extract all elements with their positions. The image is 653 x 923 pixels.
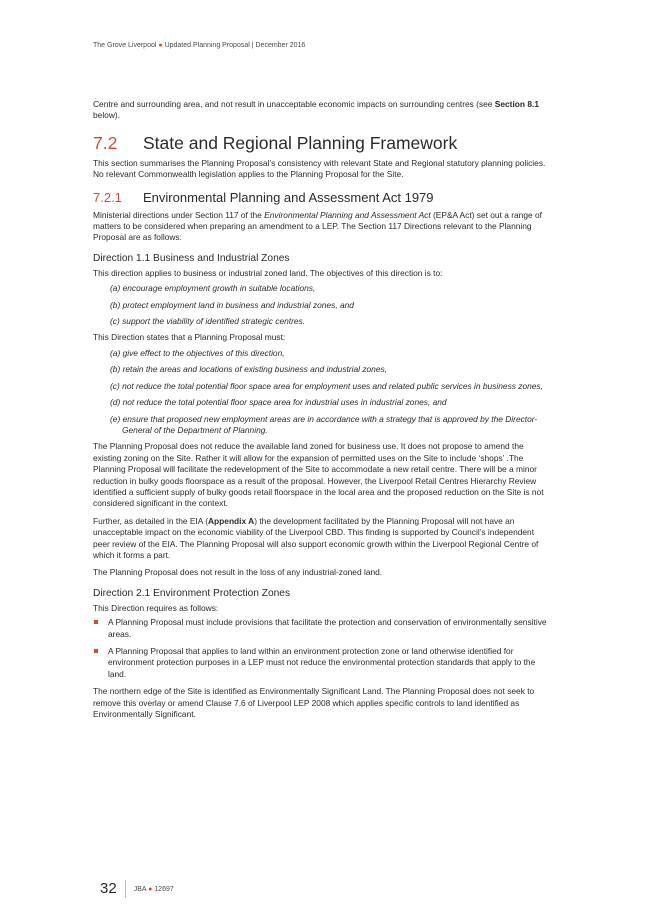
- header-details: Updated Planning Proposal | December 2016: [164, 42, 306, 49]
- section-number: 7.2: [93, 132, 118, 153]
- header-project: The Grove Liverpool: [93, 42, 157, 49]
- subsection-title: Environmental Planning and Assessment Act 1979: [143, 189, 434, 205]
- direction-2-1-intro: This Direction requires as follows:: [93, 602, 219, 613]
- list-item: A Planning Proposal that applies to land within an environment protection zone or land otherwise identified for environment protection purposes in a LEP must not reduce the environmental protection standards that apply to the land.: [93, 646, 548, 680]
- direction-1-1-intro: This direction applies to business or industrial zoned land. The objectives of this direction is to:: [93, 267, 443, 278]
- must-intro: This Direction states that a Planning Proposal must:: [93, 332, 286, 343]
- list-item: (b) protect employment land in business and industrial zones, and: [110, 299, 354, 310]
- intro-paragraph: Centre and surrounding area, and not result in unacceptable economic impacts on surrounding centres (see Section 8.1 below).: [93, 99, 539, 121]
- requirements-list: [93, 348, 548, 436]
- footer-org: JBA: [133, 885, 147, 893]
- list-item: (b) retain the areas and locations of existing business and industrial zones,: [110, 364, 388, 375]
- section-title: State and Regional Planning Framework: [143, 132, 458, 153]
- requirements-bullet-list: [93, 617, 548, 680]
- list-item: (d) not reduce the total potential floor space area for industrial uses in industrial zones, and: [110, 397, 447, 408]
- page-footer: [100, 880, 174, 898]
- list-item: (c) not reduce the total potential floor space area for employment uses and related public services in business zones,: [110, 380, 543, 391]
- direction-1-1-para-1: The Planning Proposal does not reduce the available land zoned for business use. It does not propose to amend the existing zoning on the Site. Rather it will allow for the expansion of permitted uses on the Site to include ‘shops’ .The Planning Proposal will facilitate the redevelopment of the Site to accommodate a new retail centre. There will be a minor reduction in bulky goods floorspace as a result of the proposal. However, the Liverpool Retail Centres Hierarchy Review identified a sufficient supply of bulky goods retail floorspace in the local area and the proposed reduction on the Site is not considered significant in the context.: [93, 441, 544, 509]
- header-separator-icon: ●: [158, 42, 163, 49]
- footer-ref-number: 12697: [154, 885, 174, 893]
- direction-2-1-heading: Direction 2.1 Environment Protection Zones: [93, 587, 291, 599]
- direction-1-1-para-3: The Planning Proposal does not result in the loss of any industrial-zoned land.: [93, 567, 383, 578]
- bullet-square-icon: [94, 649, 98, 653]
- subsection-number: 7.2.1: [93, 189, 122, 205]
- list-item: (e) ensure that proposed new employment areas are in accordance with a strategy that is approved by the Director-General of the Department of Planning.: [110, 413, 538, 435]
- direction-1-1-heading: Direction 1.1 Business and Industrial Zones: [93, 252, 290, 264]
- section-7-2-body: This section summarises the Planning Proposal’s consistency with relevant State and Regional statutory planning policies. No relevant Commonwealth legislation applies to the Planning Proposal for the Site.: [93, 157, 546, 180]
- footer-reference: [126, 886, 174, 893]
- direction-2-1-para: The northern edge of the Site is identified as Environmentally Significant Land. The Planning Proposal does not seek to remove this overlay or amend Clause 7.6 of Liverpool LEP 2008 which applies specific controls to land identified as Environmentally Significant.: [93, 686, 535, 720]
- page-body: [93, 99, 548, 726]
- list-item: (a) give effect to the objectives of this direction,: [110, 347, 285, 358]
- footer-separator-icon: ●: [148, 885, 153, 893]
- running-header: [93, 42, 305, 49]
- objectives-list: [93, 283, 548, 327]
- list-item: (c) support the viability of identified strategic centres.: [110, 316, 306, 327]
- page-number: 32: [100, 880, 126, 898]
- list-item: A Planning Proposal must include provisions that facilitate the protection and conservation of environmentally sensitive areas.: [93, 617, 548, 640]
- bullet-square-icon: [94, 620, 98, 624]
- section-heading-7-2: [93, 132, 548, 154]
- appendix-reference: Appendix A: [208, 515, 255, 526]
- act-title: Environmental Planning and Assessment Act: [264, 209, 431, 220]
- section-7-2-1-body: Ministerial directions under Section 117 of the Environmental Planning and Assessment Act (EP&A Act) set out a range of matters to be considered when preparing an amendment to a LEP. The Section 117 Directions relevant to the Planning Proposal are as follows:: [93, 209, 542, 243]
- list-item: (a) encourage employment growth in suitable locations,: [110, 283, 316, 294]
- section-heading-7-2-1: [93, 189, 548, 206]
- section-reference: Section 8.1: [494, 99, 539, 109]
- direction-1-1-para-2: Further, as detailed in the EIA (Appendix A) the development facilitated by the Planning Proposal will not have an unacceptable impact on the economic viability of the Liverpool CBD. This finding is supported by Council’s independent peer review of the EIA. The Planning Proposal will also support economic growth within the Liverpool Regional Centre of which it forms a part.: [93, 515, 539, 560]
